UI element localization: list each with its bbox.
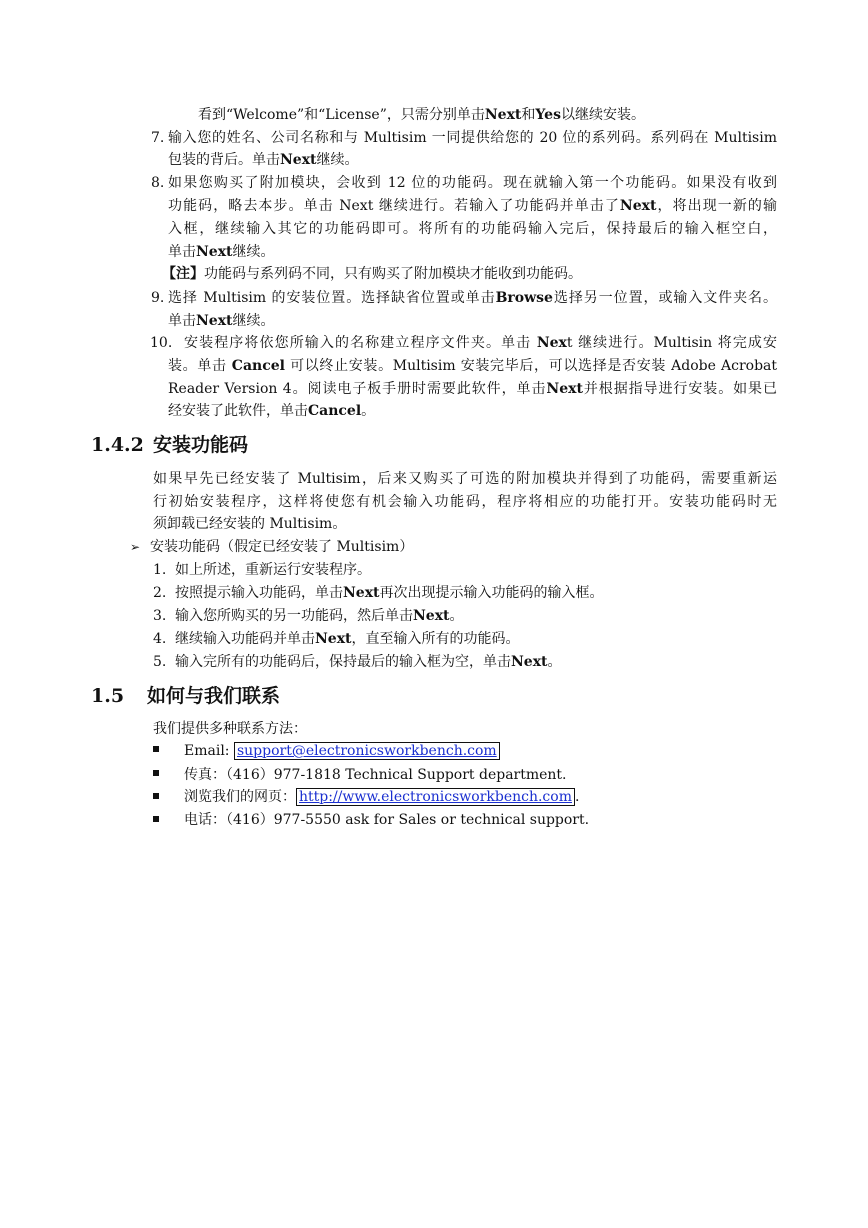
section-number: 1.5 bbox=[91, 685, 125, 707]
bold-text: Browse bbox=[495, 290, 553, 306]
list-item-text: ，直至输入所有的功能码。 bbox=[351, 631, 520, 647]
bold-text: Cancel bbox=[308, 403, 362, 419]
bold-text: Cancel bbox=[231, 358, 285, 374]
step-8-line-2 bbox=[168, 196, 777, 218]
list-item-text: 再次出现提示输入功能码的输入框。 bbox=[379, 585, 604, 601]
text: t 继续进行。Multisin 将完成安 bbox=[566, 335, 777, 351]
email-link[interactable]: support@electronicsworkbench.com bbox=[234, 742, 500, 760]
arrow-bullet-icon: ➢ bbox=[130, 540, 141, 554]
contact-email bbox=[184, 741, 500, 761]
square-bullet-icon bbox=[153, 746, 159, 752]
list-item-text: 。 bbox=[547, 654, 562, 670]
step-9-line-2 bbox=[168, 311, 275, 331]
square-bullet-icon bbox=[153, 793, 159, 799]
bold-text: Next bbox=[511, 654, 548, 670]
bold-text: Next bbox=[280, 152, 317, 168]
text: 选择另一位置，或输入文件夹名。 bbox=[552, 290, 777, 306]
text: 包装的背后。单击 bbox=[168, 152, 280, 168]
list-item-text: 输入完所有的功能码后，保持最后的输入框为空，单击 bbox=[175, 654, 511, 670]
text: 继续。 bbox=[232, 313, 275, 329]
list-item-number: 4. bbox=[153, 631, 167, 647]
step-10-line-1 bbox=[184, 333, 777, 355]
email-label: Email: bbox=[184, 743, 234, 759]
text: 继续。 bbox=[316, 152, 359, 168]
step-10-line-3 bbox=[168, 379, 777, 401]
list-item bbox=[153, 629, 520, 649]
text: 单击 bbox=[168, 244, 196, 260]
note bbox=[162, 264, 582, 284]
list-item bbox=[153, 652, 562, 672]
text: 选择 Multisim 的安装位置。选择缺省位置或单击 bbox=[168, 290, 496, 306]
list-item bbox=[153, 606, 464, 626]
text: 经安装了此软件，单击 bbox=[168, 403, 308, 419]
list-item-number: 3. bbox=[153, 608, 167, 624]
text: 功能码，略去本步。单击 Next 继续进行。若输入了功能码并单击了 bbox=[168, 198, 620, 214]
web-label: 浏览我们的网页： bbox=[184, 789, 296, 805]
text: 看到“Welcome”和“License”，只需分别单击 bbox=[198, 107, 485, 123]
text: 以继续安装。 bbox=[560, 107, 645, 123]
bold-text: Next bbox=[196, 244, 233, 260]
bold-text: Next bbox=[546, 381, 583, 397]
list-item-text: 继续输入功能码并单击 bbox=[175, 631, 315, 647]
step-8-line-1: 如果您购买了附加模块，会收到 12 位的功能码。现在就输入第一个功能码。如果没有收到 bbox=[168, 175, 777, 191]
square-bullet-icon bbox=[153, 816, 159, 822]
square-bullet-icon bbox=[153, 770, 159, 776]
list-item-text: 。 bbox=[449, 608, 464, 624]
contact-fax: 传真：（416）977-1818 Technical Support department. bbox=[184, 767, 567, 783]
list-item-text: 按照提示输入功能码，单击 bbox=[175, 585, 343, 601]
step-9-line-1 bbox=[168, 288, 777, 310]
web-link[interactable]: http://www.electronicsworkbench.com bbox=[296, 788, 575, 806]
section-heading-1-4-2 bbox=[91, 432, 248, 458]
list-item-number: 5. bbox=[153, 654, 167, 670]
step-10-line-2 bbox=[168, 356, 777, 378]
step-9-number: 9. bbox=[151, 290, 165, 306]
text: . bbox=[574, 789, 580, 805]
list-item-number: 2. bbox=[153, 585, 167, 601]
bold-text: Nex bbox=[536, 335, 567, 351]
section-142-para-line-2: 行初始安装程序，这样将使您有机会输入功能码，程序将相应的功能打开。安装功能码时无 bbox=[153, 494, 777, 510]
text: 安装程序将依您所输入的名称建立程序文件夹。单击 bbox=[184, 335, 532, 351]
bold-text: Next bbox=[484, 107, 522, 123]
bold-text: Next bbox=[315, 631, 352, 647]
step-7-line-2 bbox=[168, 150, 359, 170]
step-8-number: 8. bbox=[151, 175, 165, 191]
contact-web bbox=[184, 787, 579, 807]
step-10-number: 10. bbox=[150, 335, 173, 351]
text: 并根据指导进行安装。如果已 bbox=[582, 381, 777, 397]
step-7-line-1: 输入您的姓名、公司名称和与 Multisim 一同提供给您的 20 位的系列码。系列码在 Multisim bbox=[168, 130, 777, 146]
contact-intro: 我们提供多种联系方法： bbox=[153, 721, 307, 737]
section-heading-1-5 bbox=[91, 683, 280, 709]
section-142-para-line-1: 如果早先已经安装了 Multisim，后来又购买了可选的附加模块并得到了功能码，需要重新运 bbox=[153, 471, 777, 487]
list-item-text: 如上所述，重新运行安装程序。 bbox=[175, 562, 371, 578]
text: 和 bbox=[521, 107, 536, 123]
step-7-number: 7. bbox=[151, 130, 165, 146]
text: 可以终止安装。Multisim 安装完毕后，可以选择是否安装 Adobe Acrobat bbox=[290, 358, 777, 374]
list-item bbox=[153, 560, 371, 580]
text: 装。单击 bbox=[168, 358, 227, 374]
sub-heading: 安装功能码（假定已经安装了 Multisim） bbox=[150, 539, 414, 555]
step-6-continuation bbox=[198, 105, 645, 125]
text: 单击 bbox=[168, 313, 196, 329]
list-item bbox=[153, 583, 604, 603]
bold-text: Next bbox=[196, 313, 233, 329]
section-title: 如何与我们联系 bbox=[147, 685, 281, 707]
step-8-line-4 bbox=[168, 242, 275, 262]
note-label: 【注】 bbox=[162, 266, 204, 282]
bold-text: Yes bbox=[535, 107, 561, 123]
text: Reader Version 4。阅读电子板手册时需要此软件，单击 bbox=[168, 381, 547, 397]
contact-phone: 电话：（416）977-5550 ask for Sales or technical support. bbox=[184, 812, 590, 828]
section-142-para-line-3: 须卸载已经安装的 Multisim。 bbox=[153, 516, 347, 532]
bold-text: Next bbox=[413, 608, 450, 624]
bold-text: Next bbox=[343, 585, 380, 601]
text: 继续。 bbox=[232, 244, 275, 260]
section-title: 安装功能码 bbox=[153, 434, 249, 456]
list-item-number: 1. bbox=[153, 562, 167, 578]
section-number: 1.4.2 bbox=[91, 434, 144, 456]
bold-text: Next bbox=[619, 198, 657, 214]
note-text: 功能码与系列码不同，只有购买了附加模块才能收到功能码。 bbox=[204, 266, 582, 282]
step-8-line-3: 入框，继续输入其它的功能码即可。将所有的功能码输入完后，保持最后的输入框空白， bbox=[168, 221, 777, 237]
text: ，将出现一新的输 bbox=[656, 198, 777, 214]
step-10-line-4 bbox=[168, 401, 375, 421]
list-item-text: 输入您所购买的另一功能码，然后单击 bbox=[175, 608, 413, 624]
text: 。 bbox=[361, 403, 376, 419]
